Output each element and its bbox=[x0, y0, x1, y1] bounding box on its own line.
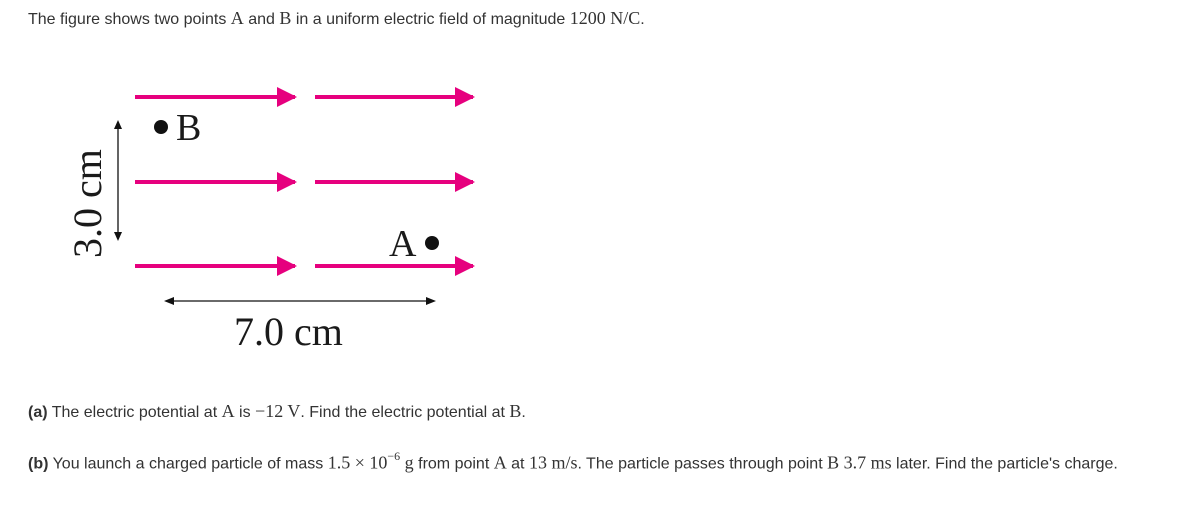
part-b-label: (b) bbox=[28, 455, 49, 473]
part-a-text-4: . bbox=[521, 404, 526, 421]
intro-text-2: and bbox=[243, 11, 280, 28]
mass-exponent: −6 bbox=[387, 449, 401, 463]
intro-text-1: The figure shows two points bbox=[28, 11, 231, 28]
question-part-a bbox=[28, 397, 526, 427]
part-b-text-6: later. Find the particle's charge. bbox=[891, 455, 1118, 473]
part-b-text-3: at bbox=[506, 455, 529, 473]
part-b-point-a: A bbox=[493, 452, 507, 473]
question-part-b bbox=[28, 444, 1138, 478]
mass-unit: g bbox=[400, 452, 414, 473]
intro-text-3: in a uniform electric field of magnitude bbox=[291, 11, 570, 28]
horizontal-dimension-label: 7.0 cm bbox=[234, 309, 343, 354]
part-a-text-1: The electric potential at bbox=[47, 404, 222, 421]
part-b-text-2: from point bbox=[413, 455, 494, 473]
speed-value: 13 m/s bbox=[528, 452, 578, 473]
field-magnitude: 1200 N/C bbox=[569, 8, 641, 28]
point-a-dot bbox=[425, 236, 439, 250]
part-a-text-3: . Find the electric potential at bbox=[300, 404, 510, 421]
problem-intro bbox=[28, 4, 645, 34]
potential-value: −12 V bbox=[255, 401, 301, 421]
intro-text-4: . bbox=[640, 11, 645, 28]
part-a-text-2: is bbox=[234, 404, 256, 421]
point-b-label: B bbox=[176, 107, 202, 149]
intro-point-b: B bbox=[279, 8, 292, 28]
part-b-text-4: . The particle passes through point bbox=[577, 455, 828, 473]
part-a-label: (a) bbox=[28, 404, 48, 421]
vertical-dimension-arrow bbox=[114, 120, 122, 241]
point-b-dot bbox=[154, 120, 168, 134]
part-b-point-b: B bbox=[827, 452, 840, 473]
point-a-label: A bbox=[389, 223, 417, 265]
part-a-point-b: B bbox=[509, 401, 522, 421]
horizontal-dimension-arrow bbox=[164, 297, 436, 305]
part-b-text-1: You launch a charged particle of mass bbox=[48, 455, 328, 473]
intro-point-a: A bbox=[230, 8, 244, 28]
time-value: 3.7 ms bbox=[843, 452, 892, 473]
part-a-point-a: A bbox=[221, 401, 235, 421]
mass-value: 1.5 × 10 bbox=[327, 452, 388, 473]
electric-field-figure bbox=[55, 80, 495, 365]
vertical-dimension-label: 3.0 cm bbox=[65, 149, 110, 258]
